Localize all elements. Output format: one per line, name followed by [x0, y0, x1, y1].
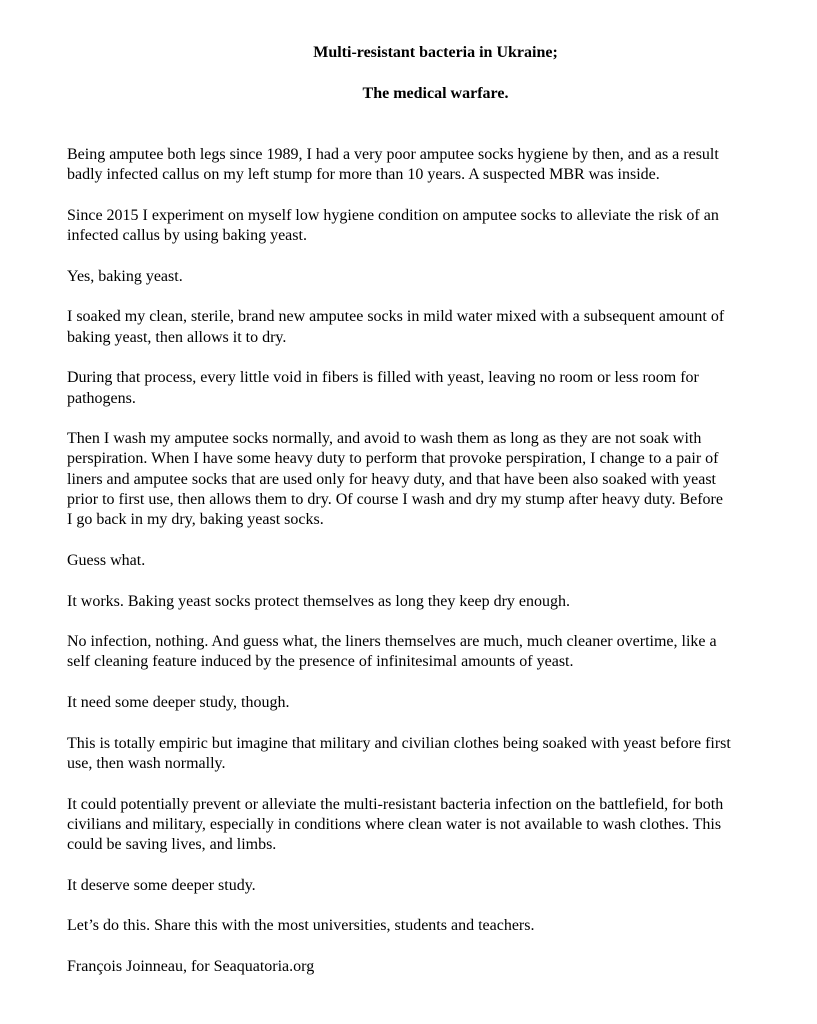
- paragraph-line: It need some deeper study, though.: [67, 694, 290, 712]
- paragraph: [67, 429, 807, 530]
- paragraph-line: It deserve some deeper study.: [67, 876, 256, 894]
- paragraph-line: No infection, nothing. And guess what, the liners themselves are much, much cleaner overtime, like a: [67, 633, 717, 651]
- paragraph-line: prior to first use, then allows them to dry. Of course I wash and dry my stump after heavy duty. Before: [67, 491, 723, 509]
- paragraph-line: Yes, baking yeast.: [67, 267, 183, 285]
- paragraph-line: perspiration. When I have some heavy duty to perform that provoke perspiration, I change to a pair of: [67, 450, 719, 468]
- paragraph-line: badly infected callus on my left stump for more than 10 years. A suspected MBR was inside.: [67, 166, 660, 184]
- paragraph-line: I go back in my dry, baking yeast socks.: [67, 511, 324, 529]
- paragraph: [67, 368, 807, 409]
- paragraph: [67, 592, 807, 612]
- paragraph-line: François Joinneau, for Seaquatoria.org: [67, 957, 315, 975]
- paragraph-line: It could potentially prevent or alleviate the multi-resistant bacteria infection on the battlefield, for both: [67, 795, 724, 813]
- document-subtitle: The medical warfare.: [362, 85, 509, 102]
- paragraph: [67, 693, 807, 713]
- paragraph-line: Let’s do this. Share this with the most universities, students and teachers.: [67, 917, 535, 935]
- document-title: Multi-resistant bacteria in Ukraine;: [313, 44, 558, 61]
- paragraph: [67, 267, 807, 287]
- paragraph-line: liners and amputee socks that are used only for heavy duty, and that have been also soaked with yeast: [67, 470, 716, 488]
- paragraph-line: use, then wash normally.: [67, 754, 226, 772]
- paragraph-line: baking yeast, then allows it to dry.: [67, 328, 287, 346]
- paragraph: [67, 957, 807, 977]
- paragraph: [67, 206, 807, 247]
- paragraph-line: civilians and military, especially in conditions where clean water is not available to wash clothes. This: [67, 815, 722, 833]
- paragraph-line: Being amputee both legs since 1989, I had a very poor amputee socks hygiene by then, and as a result: [67, 146, 719, 163]
- paragraph-line: This is totally empiric but imagine that military and civilian clothes being soaked with yeast before first: [67, 734, 731, 752]
- paragraph: [67, 145, 807, 186]
- paragraph: [67, 876, 807, 896]
- paragraph: [67, 551, 807, 571]
- paragraph-line: It works. Baking yeast socks protect themselves as long they keep dry enough.: [67, 592, 570, 610]
- paragraph: [67, 632, 807, 673]
- paragraph-line: I soaked my clean, sterile, brand new amputee socks in mild water mixed with a subsequent amount of: [67, 308, 725, 326]
- paragraph: [67, 916, 807, 936]
- paragraph-line: During that process, every little void in fibers is filled with yeast, leaving no room or less room for: [67, 369, 699, 387]
- paragraph-line: self cleaning feature induced by the presence of infinitesimal amounts of yeast.: [67, 653, 574, 671]
- paragraph-line: pathogens.: [67, 389, 136, 407]
- paragraph-line: Since 2015 I experiment on myself low hygiene condition on amputee socks to alleviate the risk of an: [67, 206, 719, 224]
- paragraph: [67, 795, 807, 856]
- paragraph-line: infected callus by using baking yeast.: [67, 227, 307, 245]
- paragraph-line: could be saving lives, and limbs.: [67, 836, 277, 854]
- paragraph: [67, 734, 807, 775]
- paragraph-line: Then I wash my amputee socks normally, and avoid to wash them as long as they are not soak with: [67, 430, 702, 448]
- paragraph-line: Guess what.: [67, 551, 146, 569]
- document-body: [67, 145, 807, 997]
- paragraph: [67, 307, 807, 348]
